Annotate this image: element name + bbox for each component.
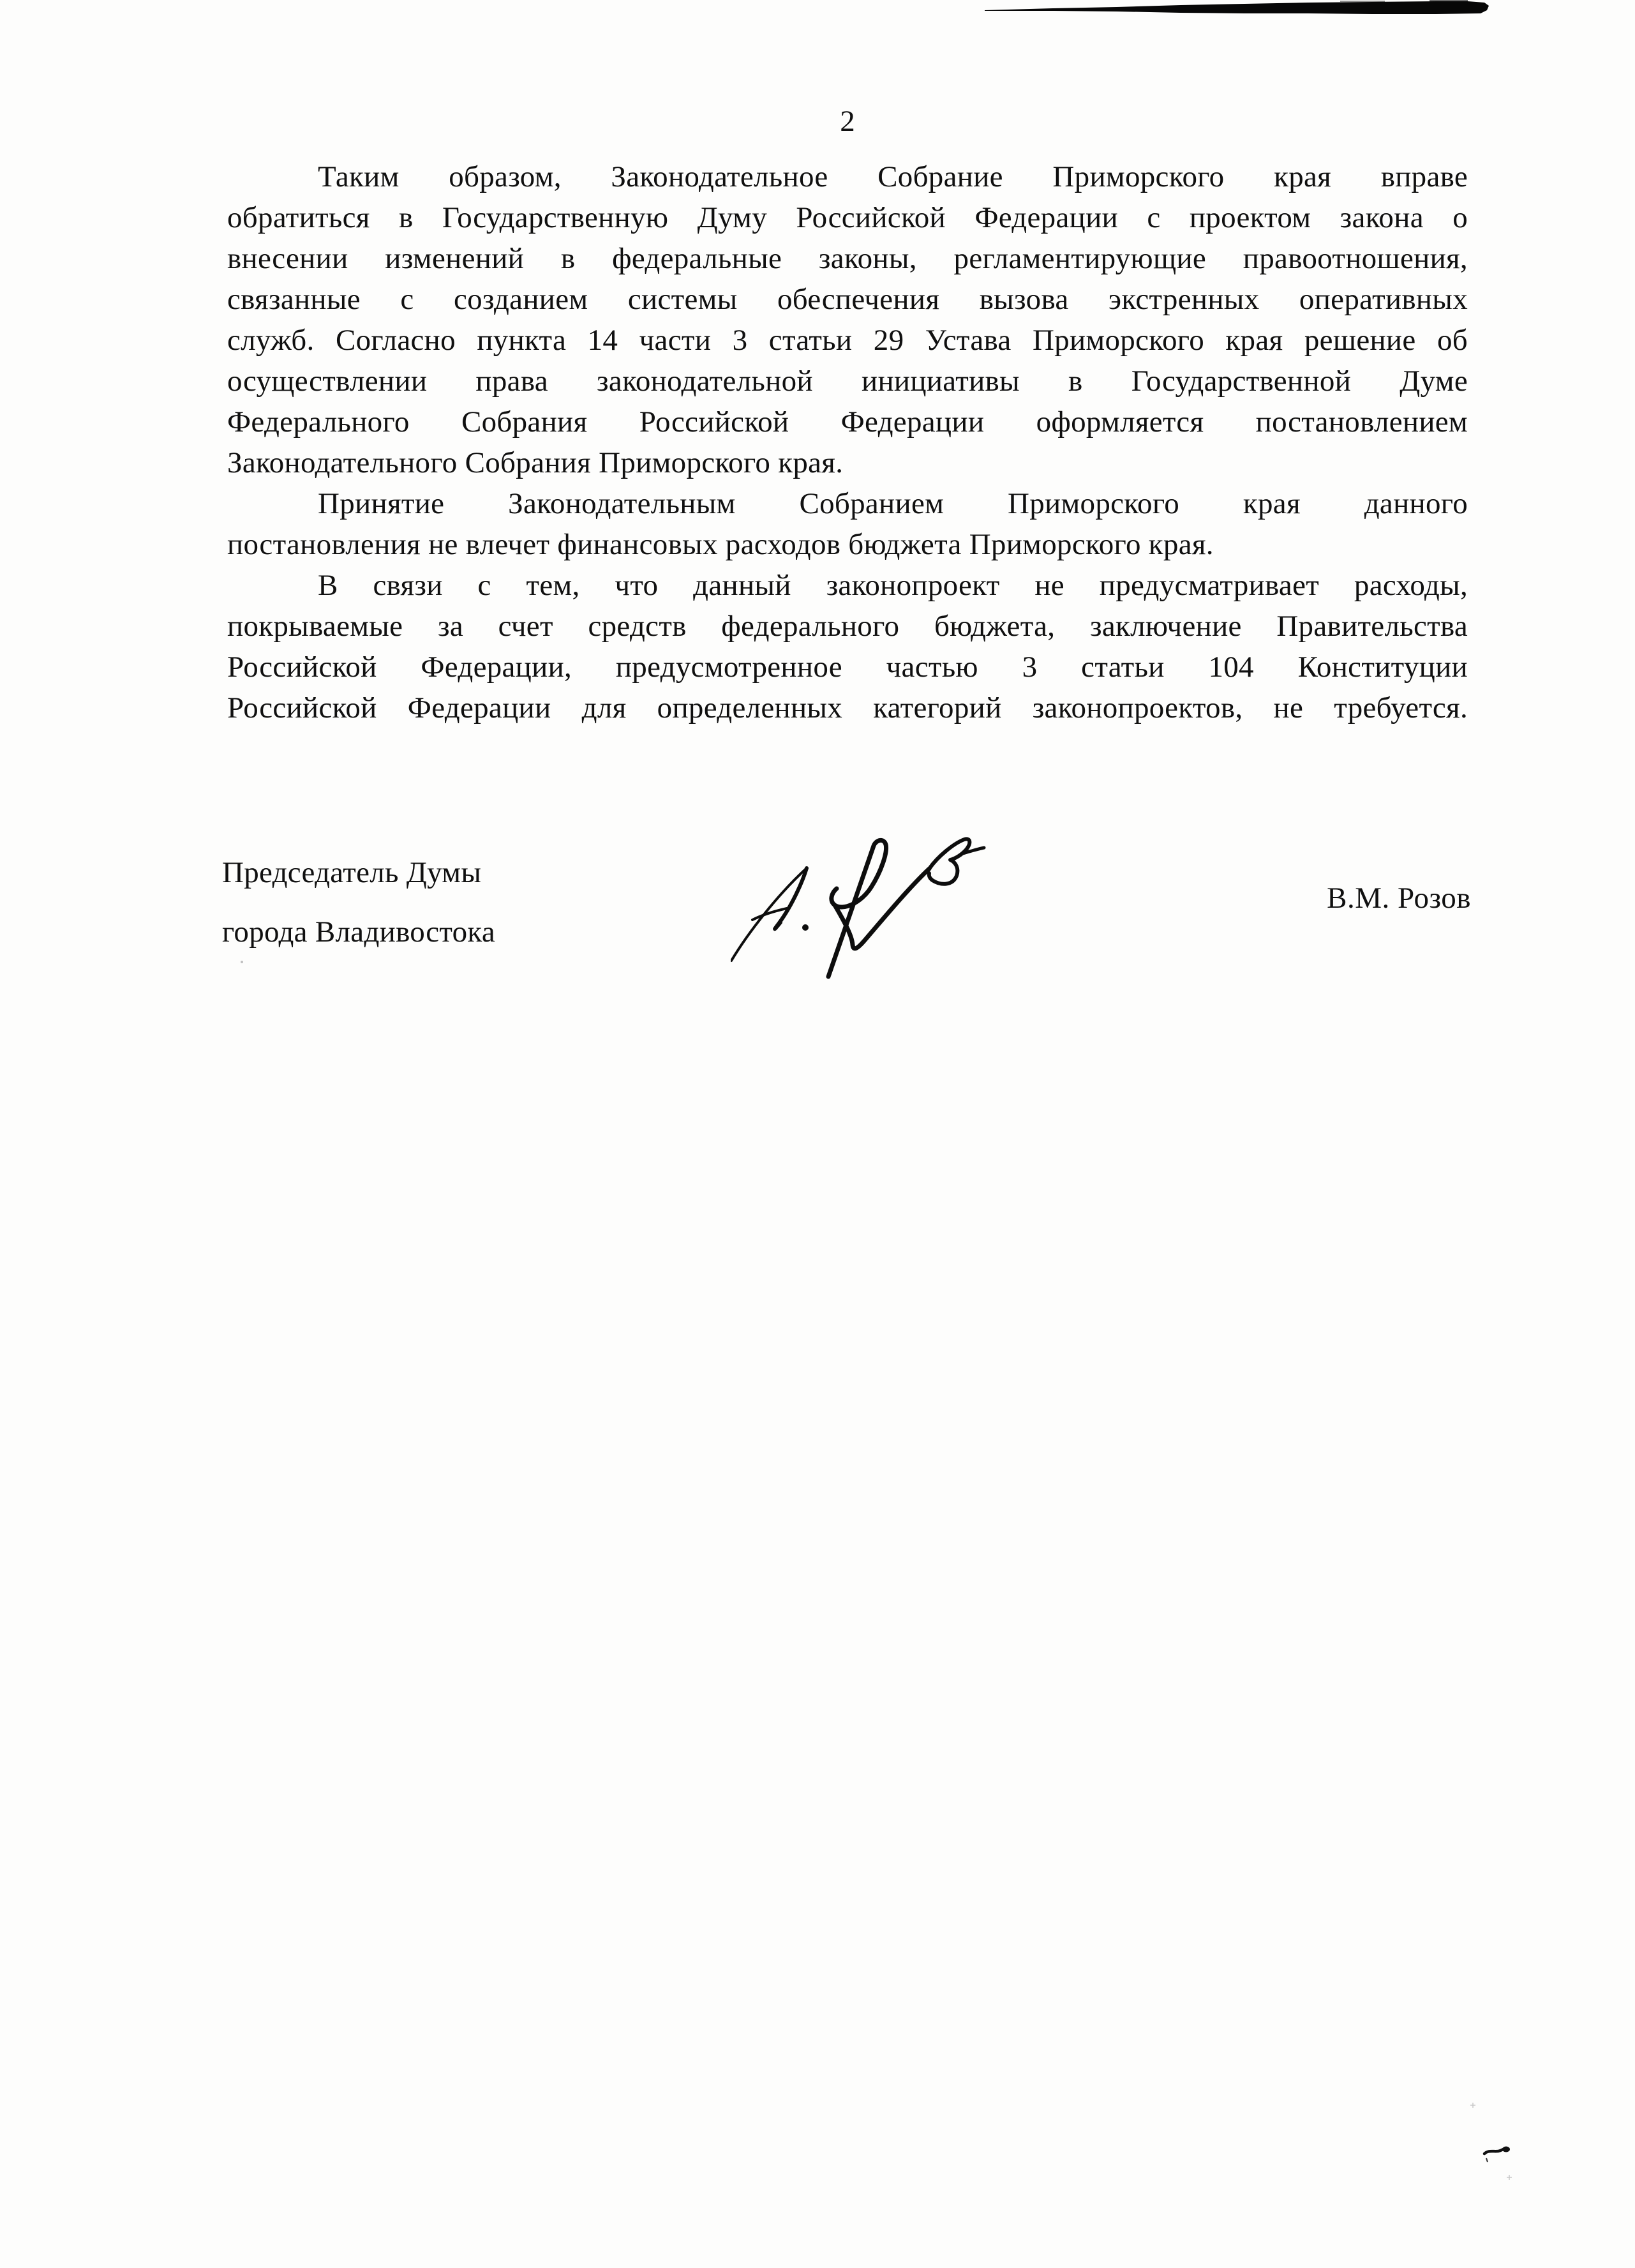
signoff-block [222,843,495,962]
paragraph-line: обратиться в Государственную Думу Российской Федерации с проектом закона о [227,201,1468,234]
paragraph-line: Принятие Законодательным Собранием Приморского края данного [318,487,1468,520]
paragraph-line: Российской Федерации для определенных категорий законопроектов, не требуется. [227,691,1468,725]
paragraph-line: В связи с тем, что данный законопроект не предусматривает расходы, [318,569,1468,602]
page-number: 2 [840,105,855,138]
paragraph-line: Законодательного Собрания Приморского края. [227,446,844,479]
signer-name: В.М. Розов [1327,882,1471,915]
scan-streak-artifact [983,0,1493,17]
paragraph-line: служб. Согласно пункта 14 части 3 статьи 29 Устава Приморского края решение об [227,324,1468,357]
paragraph-line: связанные с созданием системы обеспечения вызова экстренных оперативных [227,283,1468,316]
paragraph-line: Федерального Собрания Российской Федерации оформляется постановлением [227,405,1468,439]
paragraph-line: Таким образом, Законодательное Собрание Приморского края вправе [318,160,1468,193]
signer-position-line-2: города Владивостока [222,915,496,949]
paragraph-line: Российской Федерации, предусмотренное частью 3 статьи 104 Конституции [227,650,1468,684]
paragraph-line: внесении изменений в федеральные законы, регламентирующие правоотношения, [227,242,1468,275]
paragraph-line: покрываемые за счет средств федерального бюджета, заключение Правительства [227,610,1468,643]
handwritten-signature-icon [731,814,986,980]
body-text [227,156,1468,728]
paragraph-line: постановления не влечет финансовых расходов бюджета Приморского края. [227,528,1214,561]
scan-speck [241,961,243,963]
paragraph-line: осуществлении права законодательной инициативы в Государственной Думе [227,364,1468,398]
signer-position-line-1: Председатель Думы [222,856,482,889]
ink-mark-bottom-right [1468,2100,1519,2183]
